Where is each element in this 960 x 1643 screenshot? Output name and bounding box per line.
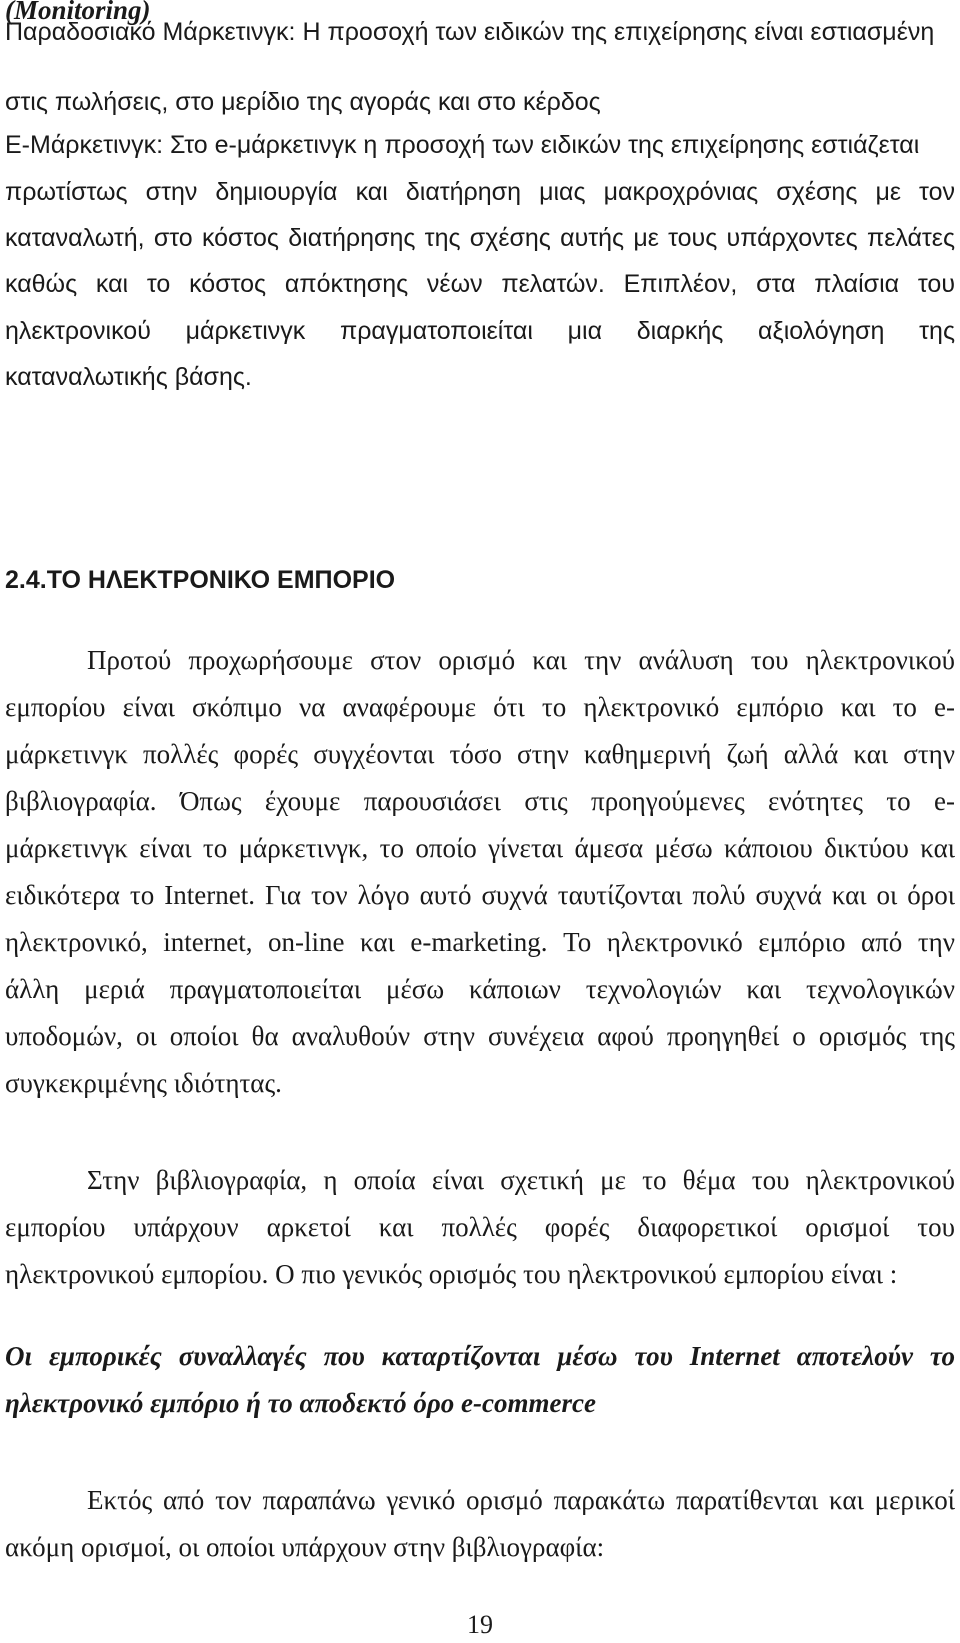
- definition-line: Οι εμπορικές συναλλαγές που καταρτίζονται μέσω του Internet αποτελούν το: [5, 1341, 955, 1371]
- paragraph-line: βιβλιογραφία. Όπως έχουμε παρουσιάσει στις προηγούμενες ενότητες το e-: [5, 786, 955, 816]
- paragraph-line: συγκεκριμένης ιδιότητας.: [5, 1068, 282, 1098]
- paragraph-line: άλλη μεριά πραγματοποιείται μέσω κάποιων τεχνολογιών και τεχνολογικών: [5, 974, 955, 1004]
- intro-line: καταναλωτή, στο κόστος διατήρησης της σχέσης αυτής με τους υπάρχοντες πελάτες: [5, 224, 955, 252]
- section-heading: 2.4.ΤΟ ΗΛΕΚΤΡΟΝΙΚΟ ΕΜΠΟΡΙΟ: [5, 566, 396, 594]
- intro-line: στις πωλήσεις, στο μερίδιο της αγοράς και στο κέρδος: [5, 88, 601, 116]
- paragraph-line: εμπορίου υπάρχουν αρκετοί και πολλές φορές διαφορετικοί ορισμοί του: [5, 1212, 955, 1242]
- monitoring-label: (Monitoring): [5, 0, 151, 25]
- page-number: 19: [467, 1610, 493, 1639]
- paragraph-line: Στην βιβλιογραφία, η οποία είναι σχετική με το θέμα του ηλεκτρονικού: [87, 1165, 955, 1195]
- paragraph-line: ηλεκτρονικού εμπορίου. Ο πιο γενικός ορισμός του ηλεκτρονικού εμπορίου είναι :: [5, 1259, 898, 1289]
- paragraph-line: μάρκετινγκ είναι το μάρκετινγκ, το οποίο γίνεται άμεσα μέσω κάποιου δικτύου και: [5, 833, 955, 863]
- paragraph-line: ειδικότερα το Internet. Για τον λόγο αυτό συχνά ταυτίζονται πολύ συχνά και οι όροι: [5, 880, 955, 910]
- paragraph-line: Εκτός από τον παραπάνω γενικό ορισμό παρακάτω παρατίθενται και μερικοί: [87, 1485, 955, 1515]
- paragraph-line: Προτού προχωρήσουμε στον ορισμό και την ανάλυση του ηλεκτρονικού: [87, 645, 955, 675]
- intro-line: Ε-Μάρκετινγκ: Στο e-μάρκετινγκ η προσοχή των ειδικών της επιχείρησης εστιάζεται: [5, 131, 920, 159]
- intro-line: πρωτίστως στην δημιουργία και διατήρηση μιας μακροχρόνιας σχέσης με τον: [5, 178, 955, 206]
- paragraph-line: υποδομών, οι οποίοι θα αναλυθούν στην συνέχεια αφού προηγηθεί ο ορισμός της: [5, 1021, 955, 1051]
- paragraph-line: μάρκετινγκ πολλές φορές συγχέονται τόσο στην καθημερινή ζωή αλλά και στην: [5, 739, 955, 769]
- paragraph-line: ηλεκτρονικό, internet, on-line και e-marketing. Το ηλεκτρονικό εμπόριο από την: [5, 927, 955, 957]
- intro-line: καθώς και το κόστος απόκτησης νέων πελατών. Επιπλέον, στα πλαίσια του: [5, 270, 955, 298]
- paragraph-line: εμπορίου είναι σκόπιμο να αναφέρουμε ότι το ηλεκτρονικό εμπόριο και το e-: [5, 692, 955, 722]
- definition-line: ηλεκτρονικό εμπόριο ή το αποδεκτό όρο e-commerce: [5, 1388, 596, 1418]
- intro-line: Παραδοσιακό Μάρκετινγκ: Η προσοχή των ειδικών της επιχείρησης είναι εστιασμένη: [5, 18, 935, 46]
- intro-line: ηλεκτρονικού μάρκετινγκ πραγματοποιείται μια διαρκής αξιολόγηση της: [5, 317, 955, 345]
- paragraph-line: ακόμη ορισμοί, οι οποίοι υπάρχουν στην βιβλιογραφία:: [5, 1532, 605, 1562]
- intro-line: καταναλωτικής βάσης.: [5, 363, 252, 391]
